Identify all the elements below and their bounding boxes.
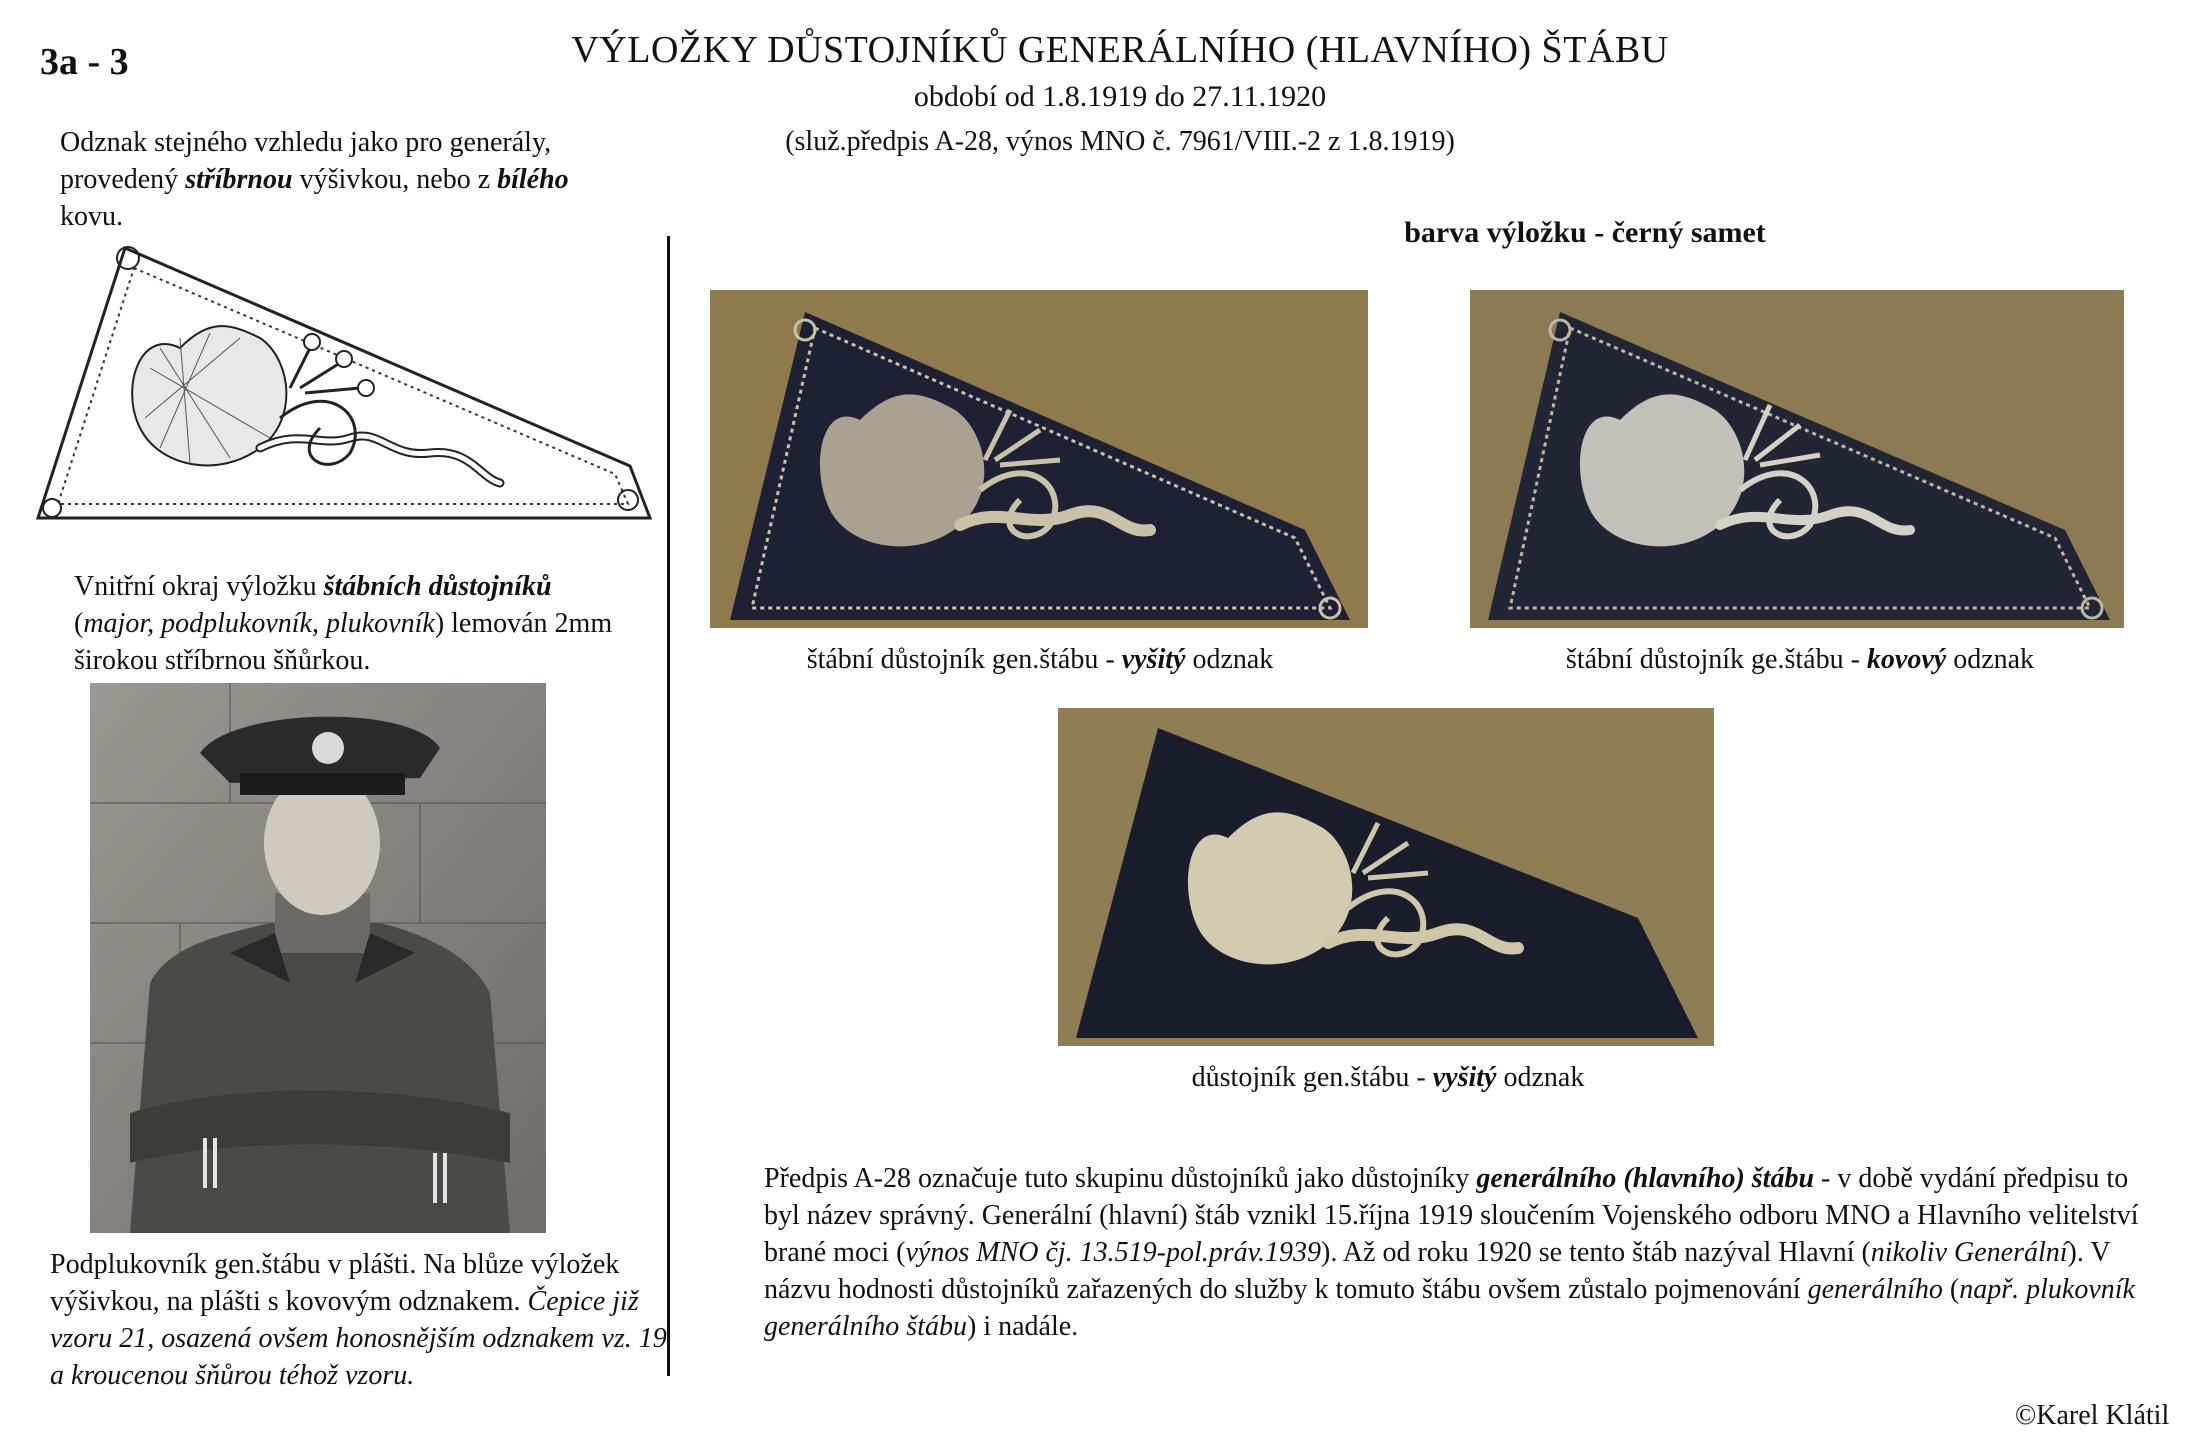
collar-tab-metal-staff: [1470, 290, 2124, 628]
caption-embroidered-staff: štábní důstojník gen.štábu - vyšitý odznak: [806, 644, 1274, 675]
caption-metal-staff: štábní důstojník ge.štábu - kovový odznak: [1565, 644, 2035, 675]
officer-photo: [90, 683, 546, 1233]
column-divider: [667, 236, 670, 1376]
intro-paragraph: Odznak stejného vzhledu jako pro generály, provedený stříbrnou výšivkou, nebo z bílého kovu.: [60, 127, 569, 232]
regulation-reference: (služ.předpis A-28, výnos MNO č. 7961/VIII.-2 z 1.8.1919): [785, 126, 1455, 157]
regulation-history-paragraph: Předpis A-28 označuje tuto skupinu důstojníků jako důstojníky generálního (hlavního) štábu - v době vydání předpisu to byl název správný. Generální (hlavní) štáb vznikl 15.října 1919 sloučením Vojenského odboru MNO a Hlavního velitelství brané moci (výnos MNO čj. 13.519-pol.práv.1939). Až od roku 1920 se tento štáb nazýval Hlavní (nikoliv Generální). V názvu hodnosti důstojníků zařazených do služby k tomuto štábu ovšem zůstalo pojmenování generálního (např. plukovník generálního štábu) i nadále.: [764, 1163, 2139, 1342]
inner-edge-paragraph: Vnitřní okraj výložku štábních důstojníků (major, podplukovník, plukovník) lemován 2mm širokou stříbrnou šňůrkou.: [74, 571, 613, 676]
caption-embroidered-officer: důstojník gen.štábu - vyšitý odznak: [1191, 1062, 1585, 1093]
collar-tab-line-drawing: [30, 238, 655, 538]
copyright-notice: ©Karel Klátil: [2015, 1400, 2170, 1431]
photo-caption: Podplukovník gen.štábu v plášti. Na blůze výložek výšivkou, na plášti s kovovým odznakem. Čepice již vzoru 21, osazená ovšem honosnějším odznakem vz. 19 a kroucenou šňůrou téhož vzoru.: [50, 1249, 667, 1391]
collar-tab-embroidered-officer: [1058, 708, 1714, 1046]
page-id: 3a - 3: [40, 41, 129, 83]
collar-tab-embroidered-staff: [710, 290, 1368, 628]
page-title: VÝLOŽKY DŮSTOJNÍKŮ GENERÁLNÍHO (HLAVNÍHO) ŠTÁBU: [571, 29, 1669, 71]
velvet-color-label: barva výložku - černý samet: [1404, 216, 1766, 249]
period-subtitle: období od 1.8.1919 do 27.11.1920: [913, 80, 1327, 113]
